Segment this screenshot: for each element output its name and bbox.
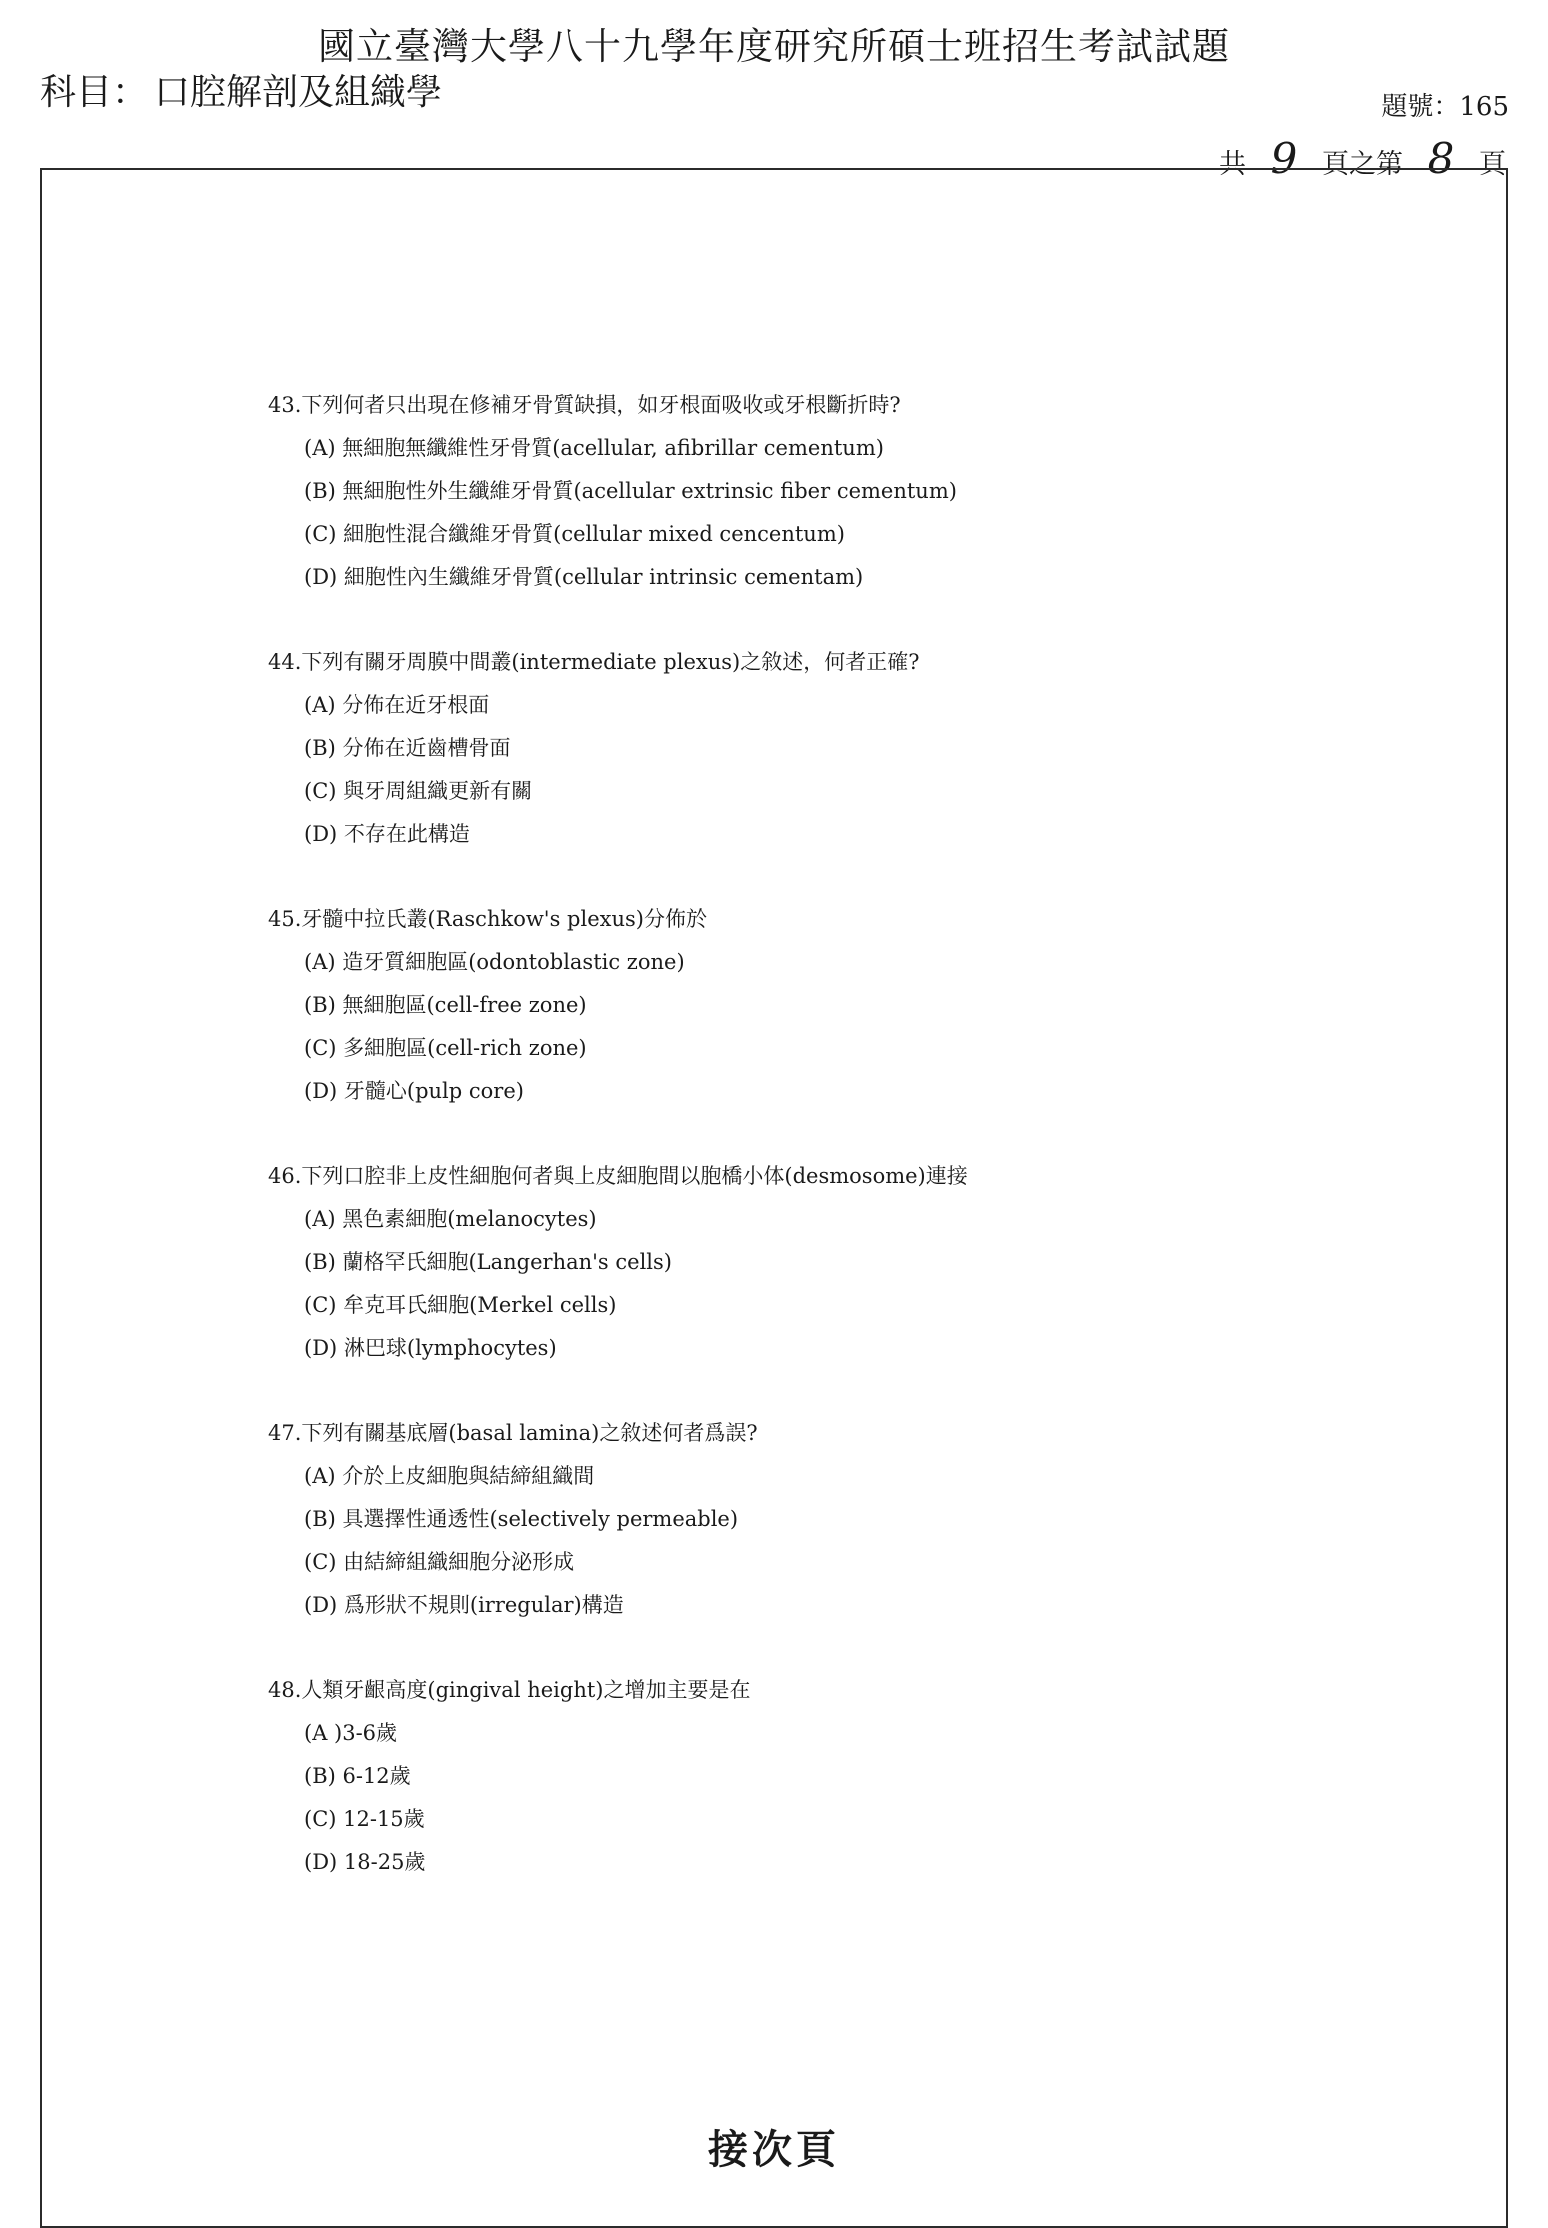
question-48 — [268, 1669, 1428, 1884]
question-stem: 45.牙髓中拉氏叢(Raschkow's plexus)分佈於 — [268, 907, 707, 931]
question-option: (C) 牟克耳氏細胞(Merkel cells) — [304, 1293, 617, 1317]
question-option: (B) 6-12歲 — [304, 1764, 411, 1788]
question-option: (C) 與牙周組織更新有關 — [304, 779, 533, 803]
question-option: (D) 不存在此構造 — [304, 822, 470, 846]
page-middle: 頁之第 — [1322, 149, 1403, 180]
question-option: (A) 無細胞無纖維性牙骨質(acellular, afibrillar cementum) — [304, 436, 884, 460]
question-46 — [268, 1155, 1428, 1370]
question-option: (B) 無細胞區(cell-free zone) — [304, 993, 587, 1017]
question-stem: 44.下列有關牙周膜中間叢(intermediate plexus)之敘述，何者正確? — [268, 650, 920, 674]
subject-name: 口腔解剖及組織學 — [154, 72, 443, 113]
question-option: (D) 細胞性內生纖維牙骨質(cellular intrinsic cementam) — [304, 565, 864, 589]
question-option: (C) 細胞性混合纖維牙骨質(cellular mixed cencentum) — [304, 522, 845, 546]
current-page: 8 — [1427, 134, 1455, 183]
question-option: (B) 無細胞性外生纖維牙骨質(acellular extrinsic fiber cementum) — [304, 479, 957, 503]
question-option: (D) 爲形狀不規則(irregular)構造 — [304, 1593, 624, 1617]
question-option: (B) 蘭格罕氏細胞(Langerhan's cells) — [304, 1250, 672, 1274]
exam-number-label: 題號： — [1381, 92, 1460, 122]
total-pages: 9 — [1270, 134, 1298, 183]
question-stem: 46.下列口腔非上皮性細胞何者與上皮細胞間以胞橋小体(desmosome)連接 — [268, 1164, 968, 1188]
question-option: (A )3-6歲 — [304, 1721, 398, 1745]
subject-label: 科目： — [40, 72, 149, 113]
question-44 — [268, 641, 1428, 856]
next-page-note: 接次頁 — [708, 2126, 840, 2173]
question-option: (A) 造牙質細胞區(odontoblastic zone) — [304, 950, 685, 974]
question-45 — [268, 898, 1428, 1113]
question-list — [268, 384, 1428, 1926]
question-option: (D) 淋巴球(lymphocytes) — [304, 1336, 557, 1360]
question-option: (D) 牙髓心(pulp core) — [304, 1079, 524, 1103]
exam-title: 國立臺灣大學八十九學年度研究所碩士班招生考試試題 — [318, 25, 1230, 68]
question-option: (C) 由結締組織細胞分泌形成 — [304, 1550, 575, 1574]
total-prefix: 共 — [1219, 149, 1246, 180]
exam-number-value: 165 — [1459, 92, 1509, 122]
exam-number — [1381, 86, 1509, 123]
question-43 — [268, 384, 1428, 599]
question-47 — [268, 1412, 1428, 1627]
question-option: (B) 具選擇性通透性(selectively permeable) — [304, 1507, 739, 1531]
question-stem: 47.下列有關基底層(basal lamina)之敘述何者爲誤? — [268, 1421, 758, 1445]
question-option: (C) 多細胞區(cell-rich zone) — [304, 1036, 587, 1060]
question-option: (A) 分佈在近牙根面 — [304, 693, 490, 717]
question-option: (C) 12-15歲 — [304, 1807, 425, 1831]
question-option: (D) 18-25歲 — [304, 1850, 426, 1874]
question-option: (B) 分佈在近齒槽骨面 — [304, 736, 511, 760]
page-suffix: 頁 — [1479, 149, 1506, 180]
subject-line — [40, 64, 442, 115]
question-stem: 43.下列何者只出現在修補牙骨質缺損，如牙根面吸收或牙根斷折時? — [268, 393, 901, 417]
question-stem: 48.人類牙齦高度(gingival height)之增加主要是在 — [268, 1678, 751, 1702]
question-option: (A) 介於上皮細胞與結締組織間 — [304, 1464, 595, 1488]
question-option: (A) 黑色素細胞(melanocytes) — [304, 1207, 597, 1231]
